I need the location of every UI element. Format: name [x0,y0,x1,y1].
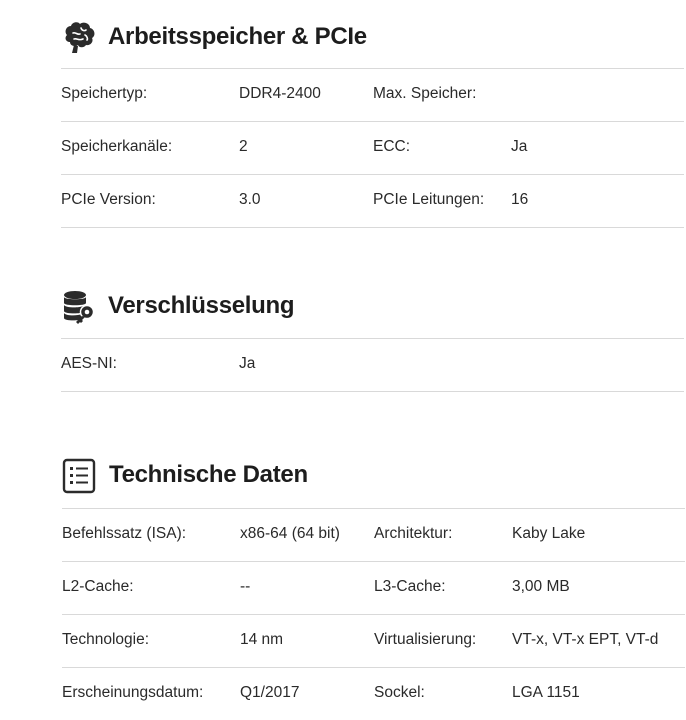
spec-label: L3-Cache: [374,578,446,595]
encryption-table [61,338,684,392]
spec-value: 16 [511,191,529,208]
tech-section [62,458,685,720]
table-row [62,615,685,668]
spec-value: LGA 1151 [512,684,580,701]
table-row [62,668,685,720]
spec-label: Sockel: [374,684,425,701]
spec-label: ECC: [373,138,411,155]
database-key-icon [61,289,97,325]
table-row [61,175,684,228]
spec-value: Ja [511,138,528,155]
memory-section [61,20,684,228]
memory-table [61,68,684,228]
tech-table [62,508,685,720]
spec-label: Speicherkanäle: [61,138,173,155]
memory-section-header [61,20,684,70]
spec-label: Max. Speicher: [373,85,477,102]
spec-label: PCIe Version: [61,191,156,208]
spec-value: x86-64 (64 bit) [240,525,340,542]
spec-label: Technologie: [62,631,150,648]
spec-value: DDR4-2400 [239,85,321,102]
spec-label: Architektur: [374,525,453,542]
memory-section-title: Arbeitsspeicher & PCIe [108,23,367,50]
encryption-section-title: Verschlüsselung [108,292,295,319]
document-list-icon [62,458,98,494]
tech-section-header [62,458,685,508]
spec-label: PCIe Leitungen: [373,191,485,208]
spec-value: VT-x, VT-x EPT, VT-d [512,631,659,648]
spec-label: Erscheinungsdatum: [62,684,204,701]
table-row [62,509,685,562]
encryption-section [61,289,684,392]
spec-label: Befehlssatz (ISA): [62,525,187,542]
spec-value: Kaby Lake [512,525,586,542]
table-row [61,339,684,392]
spec-value: -- [240,578,251,595]
spec-label: Virtualisierung: [374,631,477,648]
spec-label: AES-NI: [61,355,117,372]
spec-label: L2-Cache: [62,578,134,595]
tech-section-title: Technische Daten [109,461,308,488]
spec-value: Ja [239,355,256,372]
encryption-section-header [61,289,684,339]
spec-value: 3.0 [239,191,261,208]
brain-icon [61,20,97,56]
spec-value: 2 [239,138,248,155]
spec-value: 3,00 MB [512,578,570,595]
table-row [61,69,684,122]
spec-value: 14 nm [240,631,284,648]
table-row [61,122,684,175]
spec-label: Speichertyp: [61,85,148,102]
spec-value: Q1/2017 [240,684,300,701]
table-row [62,562,685,615]
